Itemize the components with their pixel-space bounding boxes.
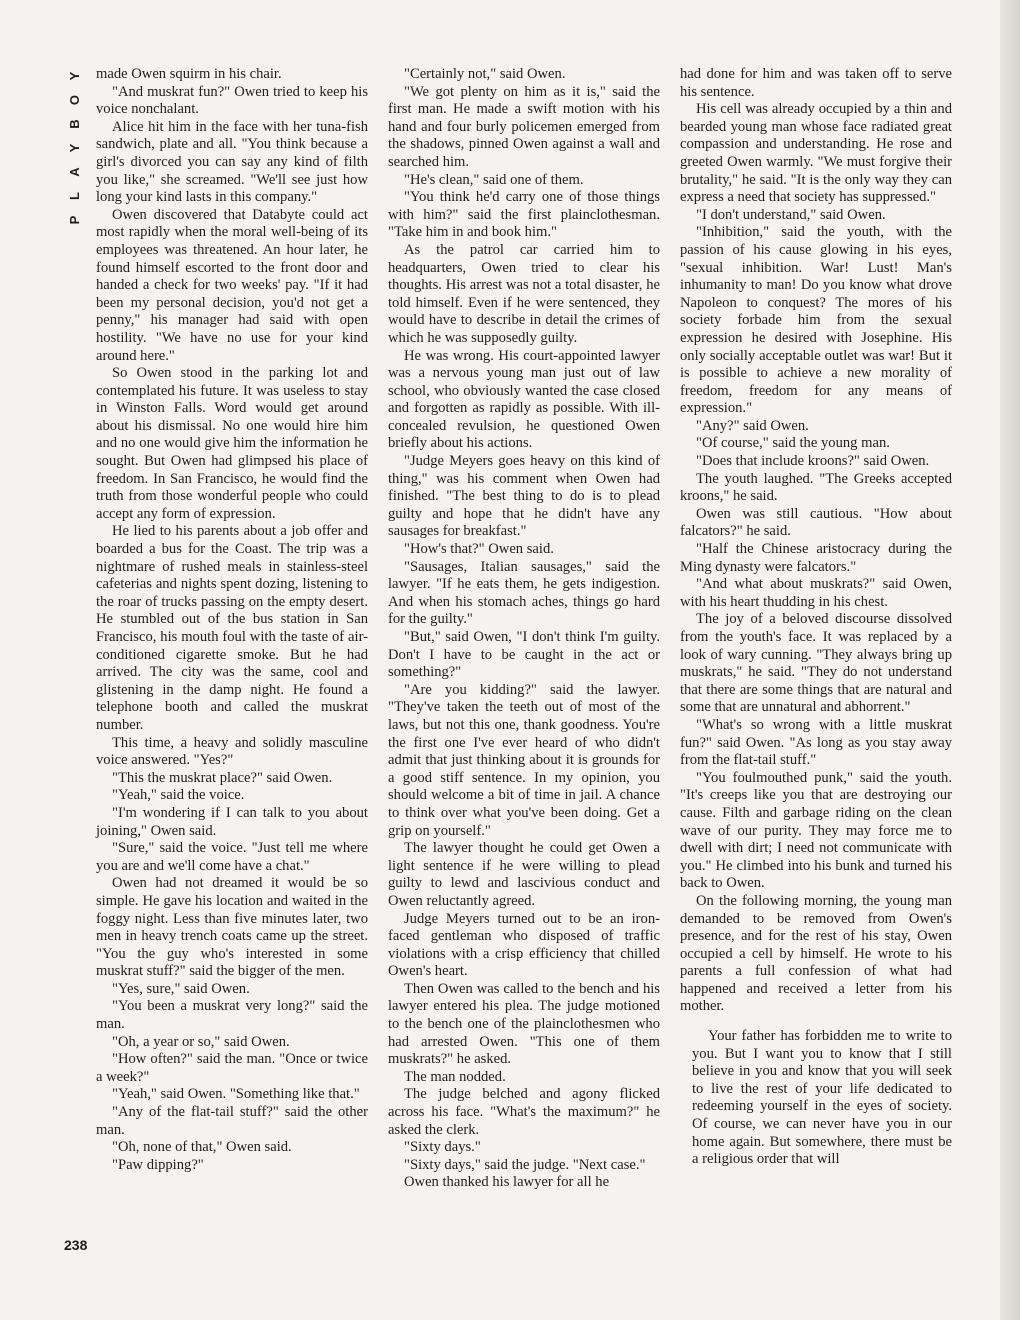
- paragraph: "You think he'd carry one of those things with him?" said the first plainclothesman. "Take him in and book him.": [388, 189, 660, 241]
- paragraph: "You foulmouthed punk," said the youth. "It's creeps like you that are destroying our cause. Filth and garbage riding on the clean wave of our purity. They may force me to dwell with dirt; I need not communicate with you." He climbed into his bunk and turned his back to Owen.: [680, 769, 952, 892]
- paragraph: "Inhibition," said the youth, with the passion of his cause glowing in his eyes, "sexual inhibition. War! Lust! Man's inhumanity to man! Do you know what drove Napoleon to conquest? The mores of his society forbade him from the sexual expression he desired with Josephine. His only socially acceptable outlet was war! But it is possible to achieve a new morality of freedom, freedom for any means of expression.": [680, 224, 952, 417]
- paragraph: "Sure," said the voice. "Just tell me where you are and we'll come have a chat.": [96, 840, 368, 874]
- paragraph: Alice hit him in the face with her tuna-fish sandwich, plate and all. "You think because a girl's divorced you can say any kind of filth you like," she screamed. "We'll see just how long your kind lasts in this company.": [96, 118, 368, 206]
- paragraph: "And what about muskrats?" said Owen, with his heart thudding in his chest.: [680, 576, 952, 610]
- paragraph: "Yeah," said the voice.: [112, 787, 245, 804]
- paragraph: "Certainly not," said Owen.: [404, 66, 566, 82]
- paragraph: "This the muskrat place?" said Owen.: [112, 769, 333, 786]
- paragraph: "I don't understand," said Owen.: [696, 206, 886, 223]
- paragraph: The lawyer thought he could get Owen a light sentence if he were willing to plead guilty to lewd and lascivious conduct and Owen reluctantly agreed.: [388, 840, 660, 909]
- masthead-letter: Y: [67, 71, 82, 81]
- paragraph: "Sixty days," said the judge. "Next case.": [404, 1156, 646, 1173]
- paragraph: This time, a heavy and solidly masculine voice answered. "Yes?": [96, 734, 368, 769]
- page-number: 238: [64, 1237, 88, 1253]
- paragraph: Judge Meyers turned out to be an iron-faced gentleman who disposed of traffic violations with a crisp efficiency that chilled Owen's heart.: [388, 910, 660, 980]
- paragraph: "Oh, none of that," Owen said.: [112, 1139, 292, 1156]
- paragraph: "What's so wrong with a little muskrat fun?" said Owen. "As long as you stay away from the flat-tail stuff.": [680, 716, 952, 769]
- paragraph: His cell was already occupied by a thin and bearded young man whose face radiated great compassion and understanding. He rose and greeted Owen warmly. "We must forgive their brutality," he said. "It is the only way they can express a need that society has suppressed.": [680, 101, 952, 206]
- paragraph: "Sausages, Italian sausages," said the lawyer. "If he eats them, he gets indigestion. And when his stomach aches, things go hard for the guilty.": [388, 558, 660, 628]
- letter-text: Your father has forbidden me to write to you. But I want you to know that I still believe in you and know that you will seek to live the rest of your life dedicated to redeeming yourself in the eyes of society. Of course, we can never have you in our home again. But somewhere, there must be a religious order that will: [692, 1028, 952, 1168]
- paragraph: Owen thanked his lawyer for all he: [404, 1174, 610, 1191]
- paragraph: "Are you kidding?" said the lawyer. "They've taken the teeth out of most of the laws, but not this one, thank goodness. You're the first one I've ever heard of who didn't admit that just thinking about it is grounds for a good stiff sentence. In my opinion, you should welcome a bit of time in jail. A chance to think over what you've been doing. Get a grip on yourself.": [388, 681, 660, 839]
- paragraph: Owen was still cautious. "How about falcators?" he said.: [680, 505, 952, 540]
- paragraph: On the following morning, the young man demanded to be removed from Owen's presence, and for the rest of his stay, Owen occupied a cell by himself. He wrote to his parents a full confession of what had happened and received a letter from his mother.: [680, 892, 952, 1015]
- masthead-letter: O: [67, 94, 82, 106]
- paragraph: "Of course," said the young man.: [696, 435, 890, 452]
- paragraph: "Sixty days.": [404, 1139, 481, 1156]
- paragraph: He lied to his parents about a job offer and boarded a bus for the Coast. The trip was a nightmare of rushed meals in stainless-steel cafeterias and nights spent dozing, listening to the roar of trucks passing on the empty desert. He stumbled out of the bus station in San Francisco, his mouth foul with the taste of air-conditioned cigarette smoke. But he had arrived. The city was the same, cool and glistening in the damp night. He found a telephone booth and called the muskrat number.: [96, 523, 368, 733]
- paragraph: made Owen squirm in his chair.: [96, 66, 282, 82]
- paragraph: "Half the Chinese aristocracy during the Ming dynasty were falcators.": [680, 541, 952, 575]
- column-2: [388, 66, 660, 1192]
- paragraph: Owen discovered that Databyte could act most rapidly when the moral well-being of its employees was threatened. An hour later, he found himself escorted to the front door and handed a check for two weeks' pay. "If it had been my personal decision, you'd not get a penny," his manager had said with open hostility. "We have no use for your kind around here.": [96, 206, 368, 364]
- paragraph: "But," said Owen, "I don't think I'm guilty. Don't I have to be caught in the act or something?": [388, 629, 660, 681]
- mother-letter: [692, 1028, 952, 1169]
- page-edge: [1000, 0, 1020, 1320]
- paragraph: "How often?" said the man. "Once or twice a week?": [96, 1051, 368, 1085]
- masthead-letter: P: [67, 215, 82, 225]
- paragraph: So Owen stood in the parking lot and contemplated his future. It was useless to stay in Winston Falls. Word would get around about his dismissal. No one would hire him and no one would give him the information he sought. But Owen had glimpsed his place of freedom. In San Francisco, he would find the truth from those wonderful people who could accept any form of expression.: [96, 365, 368, 522]
- masthead: [62, 64, 88, 224]
- masthead-letters: [62, 64, 88, 232]
- column-3: [680, 66, 952, 1169]
- paragraph: "How's that?" Owen said.: [404, 541, 554, 558]
- paragraph: "He's clean," said one of them.: [404, 171, 584, 188]
- paragraph: "We got plenty on him as it is," said the first man. He made a swift motion with his hand and four burly policemen emerged from the shadows, pinned Owen against a wall and searched him.: [388, 83, 660, 170]
- paragraph: The joy of a beloved discourse dissolved from the youth's face. It was replaced by a look of wary cunning. "They always bring up muskrats," he said. "They do not understand that there are some things that are natural and some that are unnatural and abhorrent.": [680, 611, 952, 716]
- paragraph: had done for him and was taken off to serve his sentence.: [680, 66, 952, 100]
- paragraph: "Any?" said Owen.: [696, 417, 809, 434]
- paragraph: "And muskrat fun?" Owen tried to keep his voice nonchalant.: [96, 83, 368, 118]
- paragraph: "Yeah," said Owen. "Something like that.": [112, 1086, 360, 1103]
- paragraph: "Does that include kroons?" said Owen.: [696, 453, 930, 470]
- paragraph: As the patrol car carried him to headquarters, Owen tried to clear his thoughts. His arrest was not a total disaster, he told himself. Even if he were sentenced, they would have to describe in detail the crimes of which he was supposedly guilty.: [388, 241, 660, 346]
- paragraph: "Paw dipping?": [112, 1156, 204, 1173]
- paragraph: "Oh, a year or so," said Owen.: [112, 1033, 290, 1050]
- paragraph: "Any of the flat-tail stuff?" said the other man.: [96, 1104, 368, 1138]
- paragraph: "Judge Meyers goes heavy on this kind of thing," was his comment when Owen had finished. "The best thing to do is to plead guilty and hope that he didn't have any sausages for breakfast.": [388, 453, 660, 540]
- paragraph: The youth laughed. "The Greeks accepted kroons," he said.: [680, 470, 952, 505]
- masthead-letter: L: [67, 192, 82, 200]
- paragraph: "I'm wondering if I can talk to you about joining," Owen said.: [96, 804, 368, 839]
- masthead-letter: Y: [67, 143, 82, 153]
- paragraph: "You been a muskrat very long?" said the man.: [96, 998, 368, 1033]
- paragraph: Then Owen was called to the bench and his lawyer entered his plea. The judge motioned to the bench one of the plainclothesmen who had arrested Owen. "This one of them muskrats?" he asked.: [388, 980, 660, 1068]
- paragraph: The man nodded.: [404, 1068, 506, 1085]
- masthead-letter: B: [67, 119, 82, 129]
- paragraph: "Yes, sure," said Owen.: [112, 980, 250, 997]
- paragraph: Owen had not dreamed it would be so simple. He gave his location and waited in the foggy night. Less than five minutes later, two men in heavy trench coats came up the street. "You the guy who's interested in some muskrat stuff?" said the bigger of the men.: [96, 875, 368, 980]
- column-1: [96, 66, 368, 1174]
- masthead-letter: A: [67, 167, 82, 177]
- paragraph: He was wrong. His court-appointed lawyer was a nervous young man just out of law school, who obviously wanted the case closed and forgotten as rapidly as possible. With ill-concealed revulsion, he questioned Owen briefly about his actions.: [388, 347, 660, 452]
- paragraph: The judge belched and agony flicked across his face. "What's the maximum?" he asked the clerk.: [388, 1086, 660, 1138]
